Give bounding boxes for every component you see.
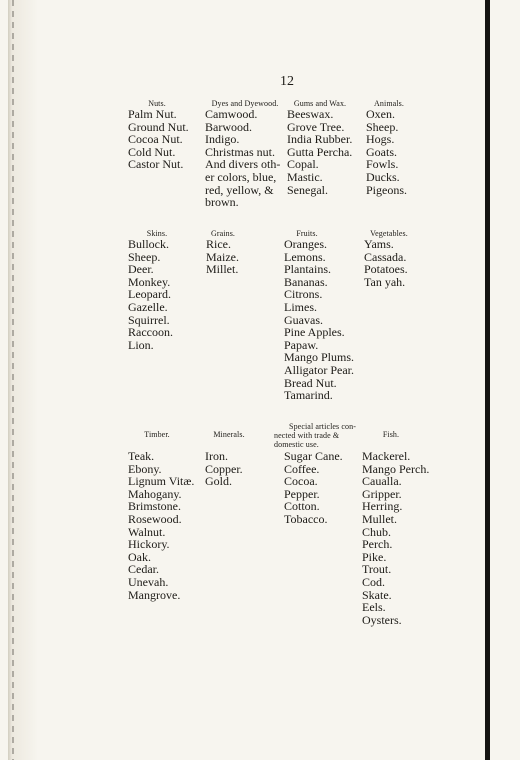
column-minerals [205,430,265,488]
page-number: 12 [280,74,294,89]
list-item: Mastic. [287,169,323,184]
list-item: Monkey. [128,274,171,289]
column-fish [362,430,438,626]
list-item: Gold. [205,474,232,489]
list-item: Perch. [362,537,393,552]
list-item: er colors, blue, [205,169,277,184]
item-list [364,238,434,288]
item-list [128,238,198,351]
column-vegetables [364,229,434,288]
list-item: Brimstone. [128,499,181,514]
list-item: Fowls. [366,157,399,172]
list-item: Ground Nut. [128,119,189,134]
list-item: Yams. [364,237,394,251]
list-item: red, yellow, & [205,182,274,197]
column-heading: Minerals. [213,430,245,439]
item-list [287,108,365,196]
item-list [274,450,356,526]
column-animals [366,99,426,196]
heading-line: nected with trade & [274,431,340,440]
item-list [206,238,266,276]
list-item: And divers oth- [205,157,281,172]
item-list [205,108,285,209]
list-item: Gripper. [362,486,402,501]
list-item: Tobacco. [284,511,328,526]
list-item: Cocoa. [284,474,318,489]
column-timber [128,430,204,601]
list-item: Bread Nut. [284,375,337,390]
heading-line: Special articles con- [289,422,356,431]
list-item: Raccoon. [128,325,173,340]
list-item: Sheep. [366,119,399,134]
column-heading: Grains. [210,229,236,238]
list-item: Beeswax. [287,107,334,121]
list-item: Tan yah. [364,274,406,289]
item-list [205,450,265,488]
list-item: Maize. [206,249,239,264]
list-item: Senegal. [287,182,328,197]
list-item: Tamarind. [284,388,333,403]
list-item: Mahogany. [128,486,182,501]
list-item: Squirrel. [128,312,170,327]
item-list [362,450,438,626]
list-item: Iron. [205,449,228,463]
list-item: Grove Tree. [287,119,345,134]
list-item: Lion. [128,337,154,352]
list-item: Limes. [284,299,317,314]
column-heading: Fruits. [296,229,318,238]
list-item: Pine Apples. [284,325,345,340]
list-item: Gazelle. [128,299,168,314]
list-item: Mango Perch. [362,461,430,476]
list-item: Indigo. [205,132,240,147]
list-item: Unevah. [128,574,169,589]
list-item: brown. [205,195,239,210]
list-item: Cotton. [284,499,320,514]
page-binding-edge [8,0,38,760]
list-item: Mackerel. [362,449,411,463]
list-item: Coffee. [284,461,320,476]
column-heading: Dyes and Dyewood. [211,99,279,108]
list-item: Copper. [205,461,243,476]
list-item: Hickory. [128,537,170,552]
column-grains [206,229,266,276]
list-item: Plantains. [284,262,331,277]
column-heading [274,422,356,449]
column-heading: Nuts. [148,99,166,108]
list-item: Rice. [206,237,231,251]
list-item: Alligator Pear. [284,362,354,377]
list-item: Ducks. [366,169,400,184]
item-list [366,108,426,196]
page-right-border [485,0,490,760]
list-item: Bullock. [128,237,169,251]
column-special-articles [274,422,356,526]
list-item: Teak. [128,449,155,463]
list-item: Palm Nut. [128,107,177,121]
list-item: Millet. [206,262,239,277]
list-item: Caualla. [362,474,402,489]
list-item: Leopard. [128,287,171,302]
list-item: Sheep. [128,249,161,264]
column-heading: Vegetables. [370,229,408,238]
list-item: Deer. [128,262,154,277]
list-item: Cassada. [364,249,407,264]
list-item: Guavas. [284,312,323,327]
column-heading: Animals. [374,99,404,108]
item-list [128,108,198,171]
column-heading: Fish. [382,430,400,439]
column-gums-and-wax [287,99,365,196]
list-item: Rosewood. [128,511,182,526]
list-item: Pepper. [284,486,320,501]
column-fruits [284,229,364,402]
list-item: Copal. [287,157,319,172]
list-item: Cod. [362,574,386,589]
list-item: Papaw. [284,337,319,352]
list-item: Chub. [362,524,392,539]
list-item: Lignum Vitæ. [128,474,195,489]
list-item: Oak. [128,549,151,564]
item-list [284,238,364,402]
list-item: Sugar Cane. [284,449,343,463]
list-item: Potatoes. [364,262,408,277]
list-item: Ebony. [128,461,162,476]
list-item: Cold Nut. [128,144,176,159]
list-item: Barwood. [205,119,252,134]
list-item: Gutta Percha. [287,144,353,159]
list-item: Camwood. [205,107,258,121]
list-item: Eels. [362,600,386,615]
list-item: Trout. [362,562,392,577]
item-list [128,450,204,601]
list-item: Mango Plums. [284,350,355,365]
list-item: Goats. [366,144,397,159]
column-skins [128,229,198,351]
list-item: Cocoa Nut. [128,132,183,147]
list-item: Mullet. [362,511,397,526]
list-item: India Rubber. [287,132,353,147]
list-item: Oranges. [284,237,327,251]
list-item: Skate. [362,587,392,602]
list-item: Walnut. [128,524,166,539]
column-dyes-and-dyewood [205,99,285,209]
list-item: Oysters. [362,612,402,627]
column-heading: Skins. [146,229,168,238]
column-heading: Gums and Wax. [293,99,347,108]
list-item: Oxen. [366,107,395,121]
list-item: Citrons. [284,287,323,302]
list-item: Christmas nut. [205,144,276,159]
list-item: Lemons. [284,249,326,264]
heading-line: domestic use. [274,440,319,449]
list-item: Mangrove. [128,587,181,602]
list-item: Herring. [362,499,403,514]
list-item: Castor Nut. [128,157,184,172]
list-item: Bananas. [284,274,328,289]
list-item: Pigeons. [366,182,408,197]
column-nuts [128,99,198,171]
list-item: Hogs. [366,132,395,147]
list-item: Pike. [362,549,387,564]
column-heading: Timber. [144,430,170,439]
list-item: Cedar. [128,562,159,577]
